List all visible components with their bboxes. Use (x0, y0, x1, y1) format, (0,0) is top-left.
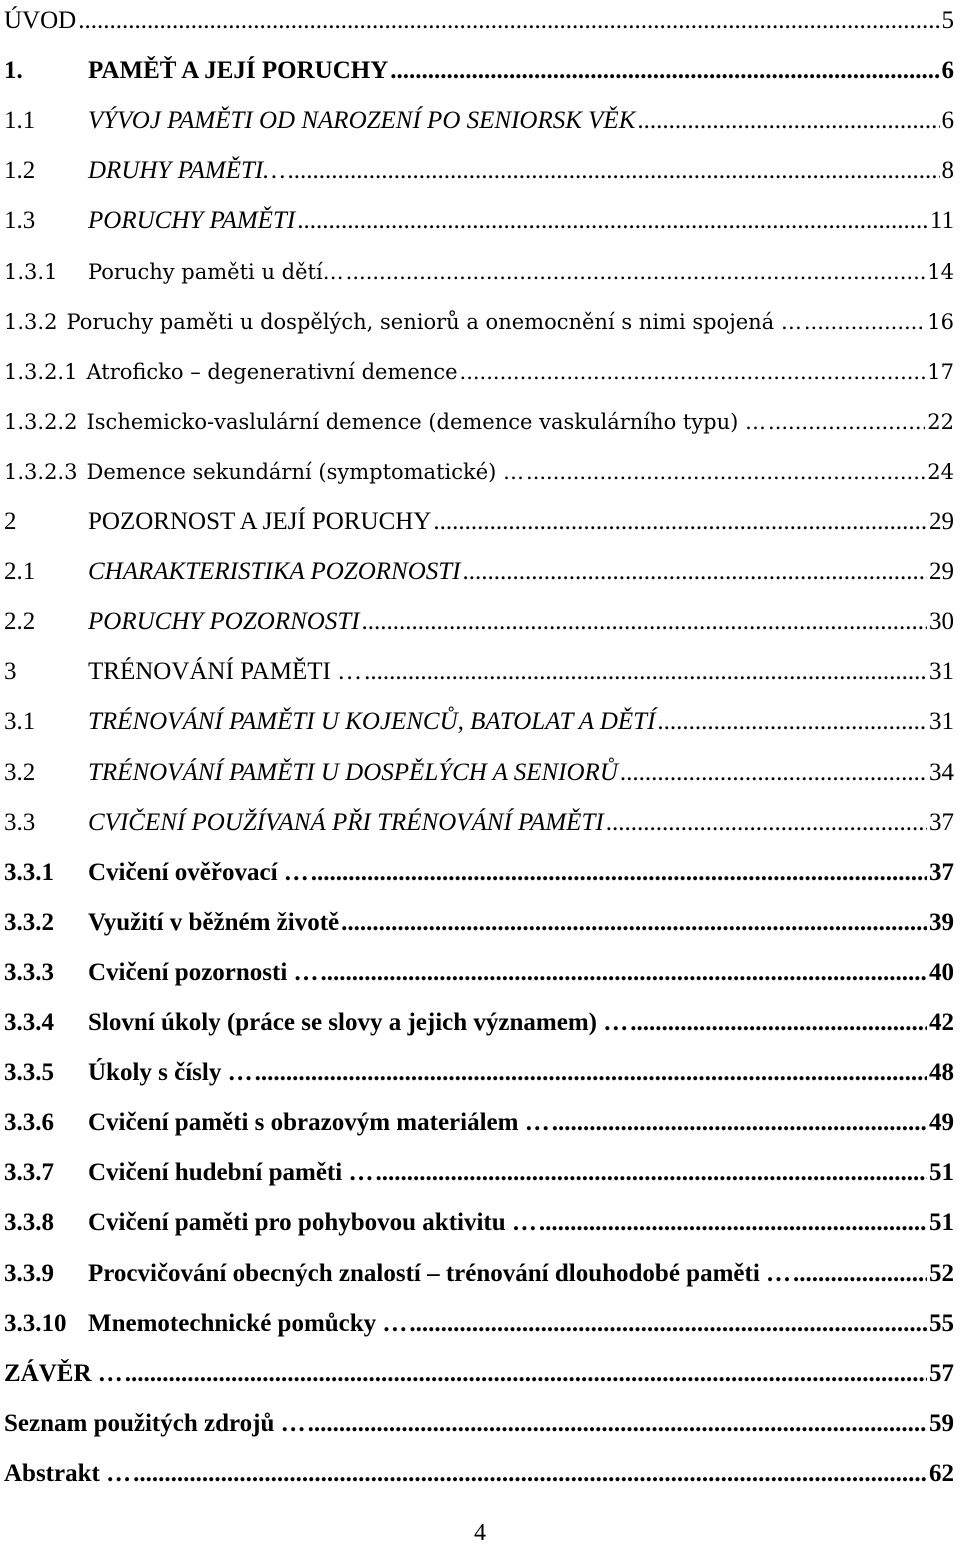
toc-leader-dots (308, 1407, 927, 1441)
toc-entry (4, 1106, 954, 1140)
toc-entry-title: DRUHY PAMĚTI… (88, 157, 286, 185)
toc-entry-page: 34 (929, 758, 954, 786)
toc-entry-title: Úkoly s čísly … (88, 1059, 253, 1087)
toc-entry-page: 16 (927, 309, 954, 334)
toc-leader-dots (606, 806, 927, 840)
toc-entry-number: 3 (4, 658, 17, 686)
toc-entry-page: 62 (929, 1459, 954, 1487)
toc-entry-page: 29 (929, 558, 954, 586)
toc-entry-number: 3.3.5 (4, 1059, 54, 1087)
toc-entry (4, 405, 954, 439)
toc-entry-number: 3.3.1 (4, 858, 54, 886)
toc-entry (4, 305, 954, 339)
toc-entry (4, 655, 954, 689)
toc-leader-dots (297, 204, 928, 238)
toc-entry-title: TRÉNOVÁNÍ PAMĚTI U KOJENCŮ, BATOLAT A DĚTÍ (88, 708, 656, 736)
toc-leader-dots (637, 104, 939, 138)
toc-entry-page: 59 (929, 1409, 954, 1437)
toc-entry-number: 3.3 (4, 808, 36, 836)
toc-entry-title: PORUCHY PAMĚTI (88, 207, 296, 235)
toc-entry-title: ÚVOD (4, 7, 77, 34)
toc-entry-title: ZÁVĚR … (4, 1359, 123, 1387)
toc-entry (4, 1307, 954, 1341)
toc-entry-title: Ischemicko-vaslulární demence (demence vaskulárního typu) … (86, 409, 767, 434)
toc-entry-number: 3.3.8 (4, 1209, 54, 1237)
toc-entry-title: Cvičení paměti pro pohybovou aktivitu … (88, 1209, 537, 1237)
toc-entry-number: 1.3.2 (4, 309, 58, 334)
toc-leader-dots (552, 1106, 927, 1140)
toc-entry-page: 42 (929, 1009, 954, 1036)
toc-entry (4, 54, 954, 88)
toc-entry-title: VÝVOJ PAMĚTI OD NAROZENÍ PO SENIORSK VĚK (88, 107, 636, 135)
toc-entry (4, 605, 954, 639)
toc-entry-number: 3.3.7 (4, 1159, 54, 1187)
toc-entry (4, 705, 954, 739)
toc-entry (4, 204, 954, 238)
toc-leader-dots (362, 605, 927, 639)
toc-entry-number: 2.1 (4, 558, 36, 586)
toc-entry-title: Poruchy paměti u dospělých, seniorů a onemocnění s nimi spojená … (66, 309, 802, 334)
toc-entry-page: 57 (929, 1359, 954, 1387)
toc-leader-dots (433, 505, 927, 539)
toc-entry-number: 3.3.6 (4, 1109, 54, 1137)
toc-entry-page: 51 (929, 1159, 954, 1187)
toc-entry-number: 3.1 (4, 708, 36, 736)
toc-entry-title: Využití v běžném životě (88, 908, 340, 936)
toc-entry (4, 906, 954, 940)
toc-leader-dots (539, 1206, 927, 1240)
toc-entry-title: Abstrakt … (4, 1459, 132, 1487)
toc-entry-page: 14 (927, 259, 954, 284)
toc-leader-dots (133, 1457, 927, 1491)
toc-entry-number: 3.3.2 (4, 908, 54, 936)
toc-leader-dots (460, 355, 926, 389)
toc-entry-page: 40 (929, 958, 954, 986)
toc-entry-page: 39 (929, 908, 954, 936)
toc-entry (4, 856, 954, 890)
toc-entry-page: 37 (929, 858, 954, 886)
toc-leader-dots (804, 305, 925, 339)
toc-entry-title: Poruchy paměti u dětí… (88, 259, 344, 284)
toc-entry-number: 1.1 (4, 107, 36, 135)
page-number: 4 (474, 1520, 486, 1546)
toc-entry-title: Procvičování obecných znalostí – trénování dlouhodobé paměti … (88, 1259, 792, 1287)
toc-entry-title: Cvičení pozornosti … (88, 958, 319, 986)
toc-entry (4, 154, 954, 188)
toc-entry-title: CHARAKTERISTIKA POZORNOSTI (88, 558, 461, 586)
toc-entry-page: 29 (929, 508, 954, 535)
toc-entry (4, 4, 954, 38)
toc-entry (4, 1457, 954, 1491)
toc-entry-title: Atroficko – degenerativní demence (86, 359, 458, 384)
toc-leader-dots (526, 455, 925, 489)
toc-entry-page: 48 (929, 1059, 954, 1087)
toc-leader-dots (390, 54, 939, 88)
toc-entry-title: POZORNOST A JEJÍ PORUCHY (88, 508, 432, 535)
toc-entry (4, 756, 954, 790)
toc-entry (4, 806, 954, 840)
toc-entry-number: 1.3.2.1 (4, 359, 78, 384)
toc-leader-dots (346, 255, 926, 289)
toc-entry-title: TRÉNOVÁNÍ PAMĚTI U DOSPĚLÝCH A SENIORŮ (88, 758, 618, 786)
toc-leader-dots (321, 956, 927, 990)
toc-entry (4, 505, 954, 539)
toc-leader-dots (768, 405, 925, 439)
toc-entry-number: 3.3.3 (4, 958, 54, 986)
toc-entry-title: Mnemotechnické pomůcky … (88, 1309, 408, 1337)
toc-entry-page: 55 (929, 1309, 954, 1337)
toc-entry-page: 22 (927, 409, 954, 434)
toc-entry-title: Cvičení hudební paměti … (88, 1159, 374, 1187)
toc-entry-title: Cvičení paměti s obrazovým materiálem … (88, 1109, 550, 1137)
toc-entry (4, 1156, 954, 1190)
toc-entry-title: PAMĚŤ A JEJÍ PORUCHY (88, 57, 389, 85)
toc-entry-number: 2 (4, 508, 17, 535)
toc-leader-dots (341, 906, 927, 940)
toc-entry-page: 31 (929, 708, 954, 736)
toc-entry-page: 11 (929, 207, 954, 235)
toc-entry (4, 104, 954, 138)
toc-entry (4, 1056, 954, 1090)
toc-leader-dots (657, 705, 927, 739)
toc-entry-title: TRÉNOVÁNÍ PAMĚTI … (88, 658, 363, 686)
toc-leader-dots (364, 655, 927, 689)
toc-entry-number: 1.3.2.3 (4, 459, 78, 484)
toc-leader-dots (630, 1006, 927, 1040)
toc-leader-dots (375, 1156, 927, 1190)
toc-entry (4, 1357, 954, 1391)
toc-entry (4, 1006, 954, 1040)
toc-entry-page: 24 (927, 459, 954, 484)
toc-entry-title: Demence sekundární (symptomatické) … (86, 459, 525, 484)
toc-entry-number: 3.3.10 (4, 1309, 67, 1337)
toc-entry-number: 3.3.9 (4, 1259, 54, 1287)
toc-leader-dots (409, 1307, 927, 1341)
toc-leader-dots (311, 856, 927, 890)
toc-entry (4, 355, 954, 389)
toc-entry-page: 17 (927, 359, 954, 384)
toc-entry-title: Cvičení ověřovací … (88, 858, 309, 886)
toc-entry-number: 1. (4, 57, 23, 85)
toc-leader-dots (287, 154, 939, 188)
toc-entry-page: 51 (929, 1209, 954, 1237)
toc-entry (4, 1206, 954, 1240)
toc-leader-dots (793, 1257, 927, 1291)
toc-entry-page: 5 (941, 7, 954, 34)
toc-leader-dots (255, 1056, 927, 1090)
toc-leader-dots (125, 1357, 927, 1391)
toc-entry-page: 49 (929, 1109, 954, 1137)
toc-entry-number: 1.2 (4, 157, 36, 185)
toc-entry-number: 1.3.1 (4, 259, 58, 284)
toc-entry (4, 255, 954, 289)
toc-entry-number: 1.3 (4, 207, 36, 235)
toc-entry-title: Slovní úkoly (práce se slovy a jejich významem) … (88, 1009, 629, 1036)
toc-entry-title: CVIČENÍ POUŽÍVANÁ PŘI TRÉNOVÁNÍ PAMĚTI (88, 808, 604, 836)
toc-entry (4, 555, 954, 589)
toc-leader-dots (462, 555, 927, 589)
toc-entry-page: 30 (929, 608, 954, 636)
toc-entry-title: PORUCHY POZORNOSTI (88, 608, 360, 636)
toc-entry-number: 1.3.2.2 (4, 409, 78, 434)
toc-entry-number: 3.3.4 (4, 1009, 54, 1036)
toc-entry (4, 1257, 954, 1291)
toc-leader-dots (620, 756, 927, 790)
toc-entry-number: 2.2 (4, 608, 36, 636)
toc-entry-number: 3.2 (4, 758, 36, 786)
toc-leader-dots (78, 4, 939, 38)
toc-entry-page: 6 (941, 107, 954, 135)
toc-entry-page: 52 (929, 1259, 954, 1287)
toc-entry (4, 1407, 954, 1441)
toc-entry (4, 455, 954, 489)
toc-entry-page: 37 (929, 808, 954, 836)
toc-entry-page: 6 (941, 57, 954, 85)
toc-entry (4, 956, 954, 990)
toc-entry-page: 8 (941, 157, 954, 185)
toc-entry-title: Seznam použitých zdrojů … (4, 1409, 306, 1437)
toc-entry-page: 31 (929, 658, 954, 686)
